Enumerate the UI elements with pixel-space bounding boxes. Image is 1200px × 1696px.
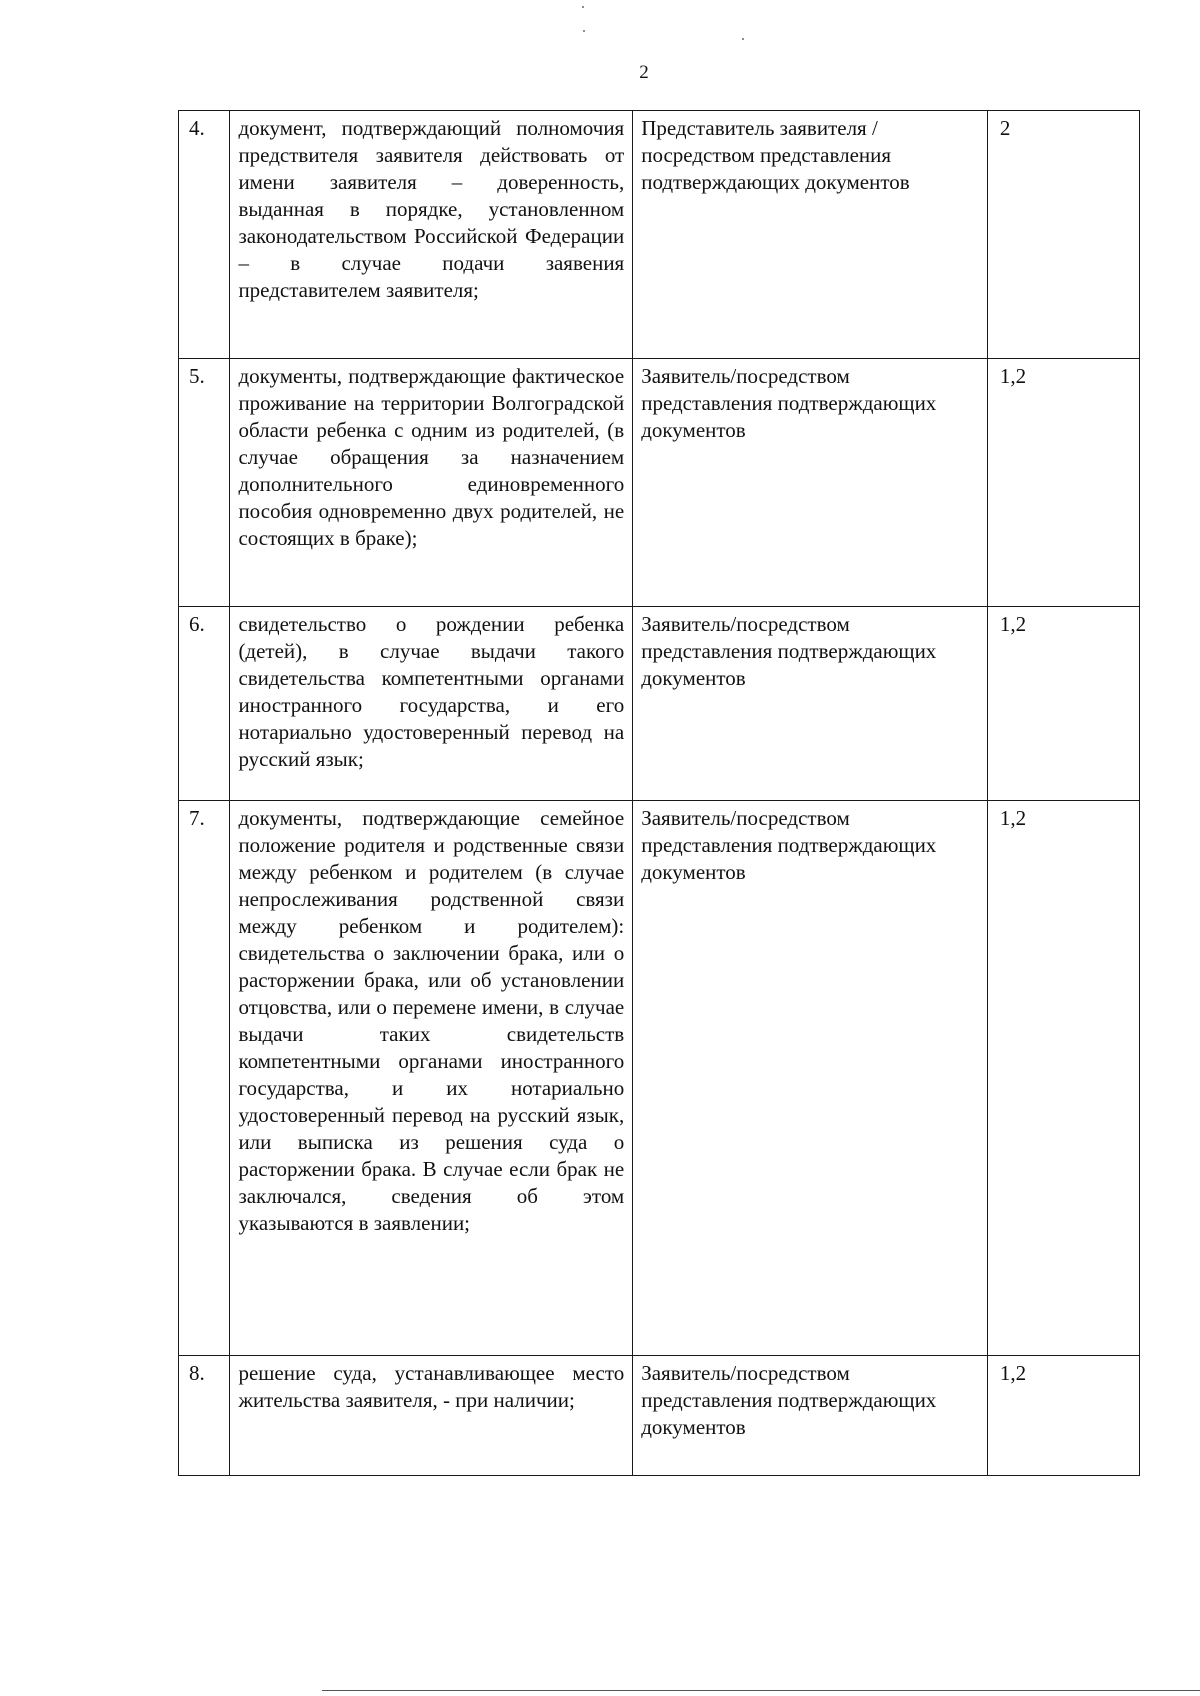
scan-speck [742,38,744,40]
row-number: 6. [179,607,230,801]
row-number: 8. [179,1356,230,1476]
document-code: 1,2 [987,801,1139,1356]
document-description: решение суда, устанавливающее место жительства заявителя, - при наличии; [230,1356,633,1476]
documents-table [178,110,1140,1476]
scan-speck [582,6,584,8]
scan-bottom-rule [322,1690,1200,1691]
table-row [179,359,1140,607]
document-code: 1,2 [987,607,1139,801]
document-provider: Заявитель/посредством представления подтверждающих документов [633,607,988,801]
row-number: 7. [179,801,230,1356]
document-provider: Заявитель/посредством представления подтверждающих документов [633,801,988,1356]
table-row [179,607,1140,801]
table-row [179,1356,1140,1476]
document-description: документы, подтверждающие семейное положение родителя и родственные связи между ребенком и родителем (в случае непрослеживания родственной связи между ребенком и родителем): свидетельства о заключении брака, или о расторжении брака, или об установлении отцовства, или о перемене имени, в случае выдачи таких свидетельств компетентными органами иностранного государства, и их нотариально удостоверенный перевод на русский язык, или выписка из решения суда о расторжении брака. В случае если брак не заключался, сведения об этом указываются в заявлении; [230,801,633,1356]
document-provider: Представитель заявителя /посредством представления подтверждающих документов [633,111,988,359]
document-provider: Заявитель/посредством представления подтверждающих документов [633,359,988,607]
document-provider: Заявитель/посредством представления подтверждающих документов [633,1356,988,1476]
document-description: документы, подтверждающие фактическое проживание на территории Волгоградской области ребенка с одним из родителей, (в случае обращения за назначением дополнительного единовременного пособия одновременно двух родителей, не состоящих в браке); [230,359,633,607]
page-number: 2 [639,62,649,83]
scan-speck [583,30,585,32]
table-row [179,111,1140,359]
table-row [179,801,1140,1356]
document-description: свидетельство о рождении ребенка (детей), в случае выдачи такого свидетельства компетентными органами иностранного государства, и его нотариально удостоверенный перевод на русский язык; [230,607,633,801]
row-number: 5. [179,359,230,607]
document-code: 1,2 [987,1356,1139,1476]
row-number: 4. [179,111,230,359]
document-description: документ, подтверждающий полномочия предствителя заявителя действовать от имени заявителя – доверенность, выданная в порядке, установленном законодательством Российской Федерации – в случае подачи заявения представителем заявителя; [230,111,633,359]
document-code: 1,2 [987,359,1139,607]
document-code: 2 [987,111,1139,359]
